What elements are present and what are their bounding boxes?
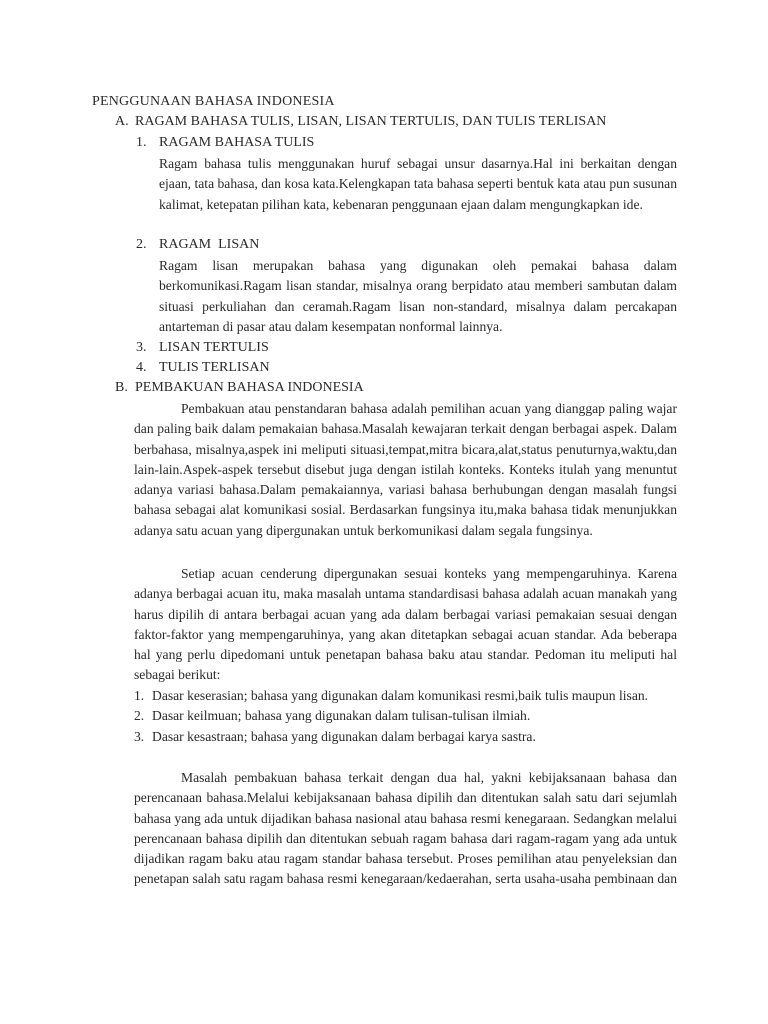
list-item-marker: 3. bbox=[134, 728, 145, 744]
subsection-2-heading bbox=[136, 235, 636, 255]
subsection-2-title: RAGAM LISAN bbox=[159, 237, 260, 252]
document-title: PENGGUNAAN BAHASA INDONESIA bbox=[92, 94, 335, 109]
subsection-1-title: RAGAM BAHASA TULIS bbox=[159, 135, 315, 150]
section-b-paragraph-1: Pembakuan atau penstandaran bahasa adalah pemilihan acuan yang dianggap paling wajar dan paling baik dalam pemakaian bahasa.Masalah kewajaran terkait dengan berbagai aspek. Dalam berbahasa, misalnya,aspek ini meliputi situasi,tempat,mitra bicara,alat,status penuturnya,waktu,dan lain-lain.Aspek-aspek tersebut disebut juga dengan istilah konteks. Konteks itulah yang menuntut adanya variasi bahasa.Dalam pemakaiannya, variasi bahasa berhubungan dengan masalah fungsi bahasa sebagai alat komunikasi sosial. Berdasarkan fungsinya itu,maka bahasa tidak menunjukkan adanya satu acuan yang dipergunakan untuk berkomunikasi dalam segala fungsinya. bbox=[134, 401, 677, 538]
subsection-3-title: LISAN TERTULIS bbox=[159, 340, 269, 355]
section-a-marker: A. bbox=[115, 114, 129, 129]
section-b-marker: B. bbox=[115, 380, 128, 395]
list-item-text: Dasar keilmuan; bahasa yang digunakan dalam tulisan-tulisan ilmiah. bbox=[152, 708, 531, 724]
subsection-3-marker: 3. bbox=[136, 340, 147, 355]
list-item-marker: 1. bbox=[134, 688, 145, 703]
subsection-4-heading bbox=[136, 358, 636, 378]
subsection-2-marker: 2. bbox=[136, 237, 147, 252]
subsection-1-heading bbox=[136, 133, 636, 153]
subsection-3-heading bbox=[136, 338, 636, 358]
section-b-paragraph-2: Setiap acuan cenderung dipergunakan sesuai konteks yang mempengaruhinya. Karena adanya berbagai acuan itu, maka masalah untama standardisasi bahasa adalah acuan manakah yang harus dipilih di antara berbagai acuan yang ada dalam berbagai variasi pemakaian sesuai dengan faktor-faktor yang mempengaruhinya, yang akan ditetapkan sebagai acuan standar. Ada beberapa hal yang perlu dipedomani untuk penetapan bahasa baku atau standar. Pedoman itu meliputi hal sebagai berikut: bbox=[134, 566, 677, 683]
section-a-heading bbox=[115, 112, 675, 132]
subsection-2-text: Ragam lisan merupakan bahasa yang digunakan oleh pemakai bahasa dalam berkomunikasi.Ragam lisan standar, misalnya orang berpidato atau memberi sambutan dalam situasi perkuliahan dan ceramah.Ragam lisan non-standard, misalnya dalam percakapan antarteman di pasar atau dalam kesempatan nonformal lainnya. bbox=[159, 258, 677, 334]
pedoman-list bbox=[134, 686, 677, 747]
subsection-1-text: Ragam bahasa tulis menggunakan huruf sebagai unsur dasarnya.Hal ini berkaitan dengan ejaan, tata bahasa, dan kosa kata.Kelengkapan tata bahasa seperti bentuk kata atau pun susunan kalimat, ketepatan pilihan kata, kebenaran penggunaan ejaan dalam mengungkapkan ide. bbox=[159, 156, 677, 212]
list-item-text: Dasar kesastraan; bahasa yang digunakan dalam berbagai karya sastra. bbox=[152, 728, 536, 744]
list-item bbox=[134, 706, 677, 726]
list-item-text: Dasar keserasian; bahasa yang digunakan dalam komunikasi resmi,baik tulis maupun lisan. bbox=[152, 688, 649, 703]
section-b-title: PEMBAKUAN BAHASA INDONESIA bbox=[135, 380, 364, 395]
subsection-1-marker: 1. bbox=[136, 135, 147, 150]
list-item bbox=[134, 727, 677, 747]
section-b-heading bbox=[115, 378, 675, 398]
section-b-paragraph-3: Masalah pembakuan bahasa terkait dengan dua hal, yakni kebijaksanaan bahasa dan perencanaan bahasa.Melalui kebijaksanaan bahasa dipilih dan ditentukan salah satu dari sejumlah bahasa yang ada untuk dijadikan bahasa nasional atau bahasa resmi kenegaraan. Sedangkan melalui perencanaan bahasa dipilih dan ditentukan sebuah ragam bahasa dari ragam-ragam yang ada untuk dijadikan ragam baku atau ragam standar bahasa tersebut. Proses pemilihan atau penyeleksian dan penetapan salah satu ragam bahasa resmi kenegaraan/kedaerahan, serta usaha-usaha pembinaan dan bbox=[134, 770, 677, 887]
list-item-marker: 2. bbox=[134, 708, 145, 724]
section-a-title: RAGAM BAHASA TULIS, LISAN, LISAN TERTULIS, DAN TULIS TERLISAN bbox=[135, 114, 607, 129]
list-item bbox=[134, 686, 677, 706]
subsection-4-marker: 4. bbox=[136, 360, 147, 375]
subsection-4-title: TULIS TERLISAN bbox=[159, 360, 270, 375]
